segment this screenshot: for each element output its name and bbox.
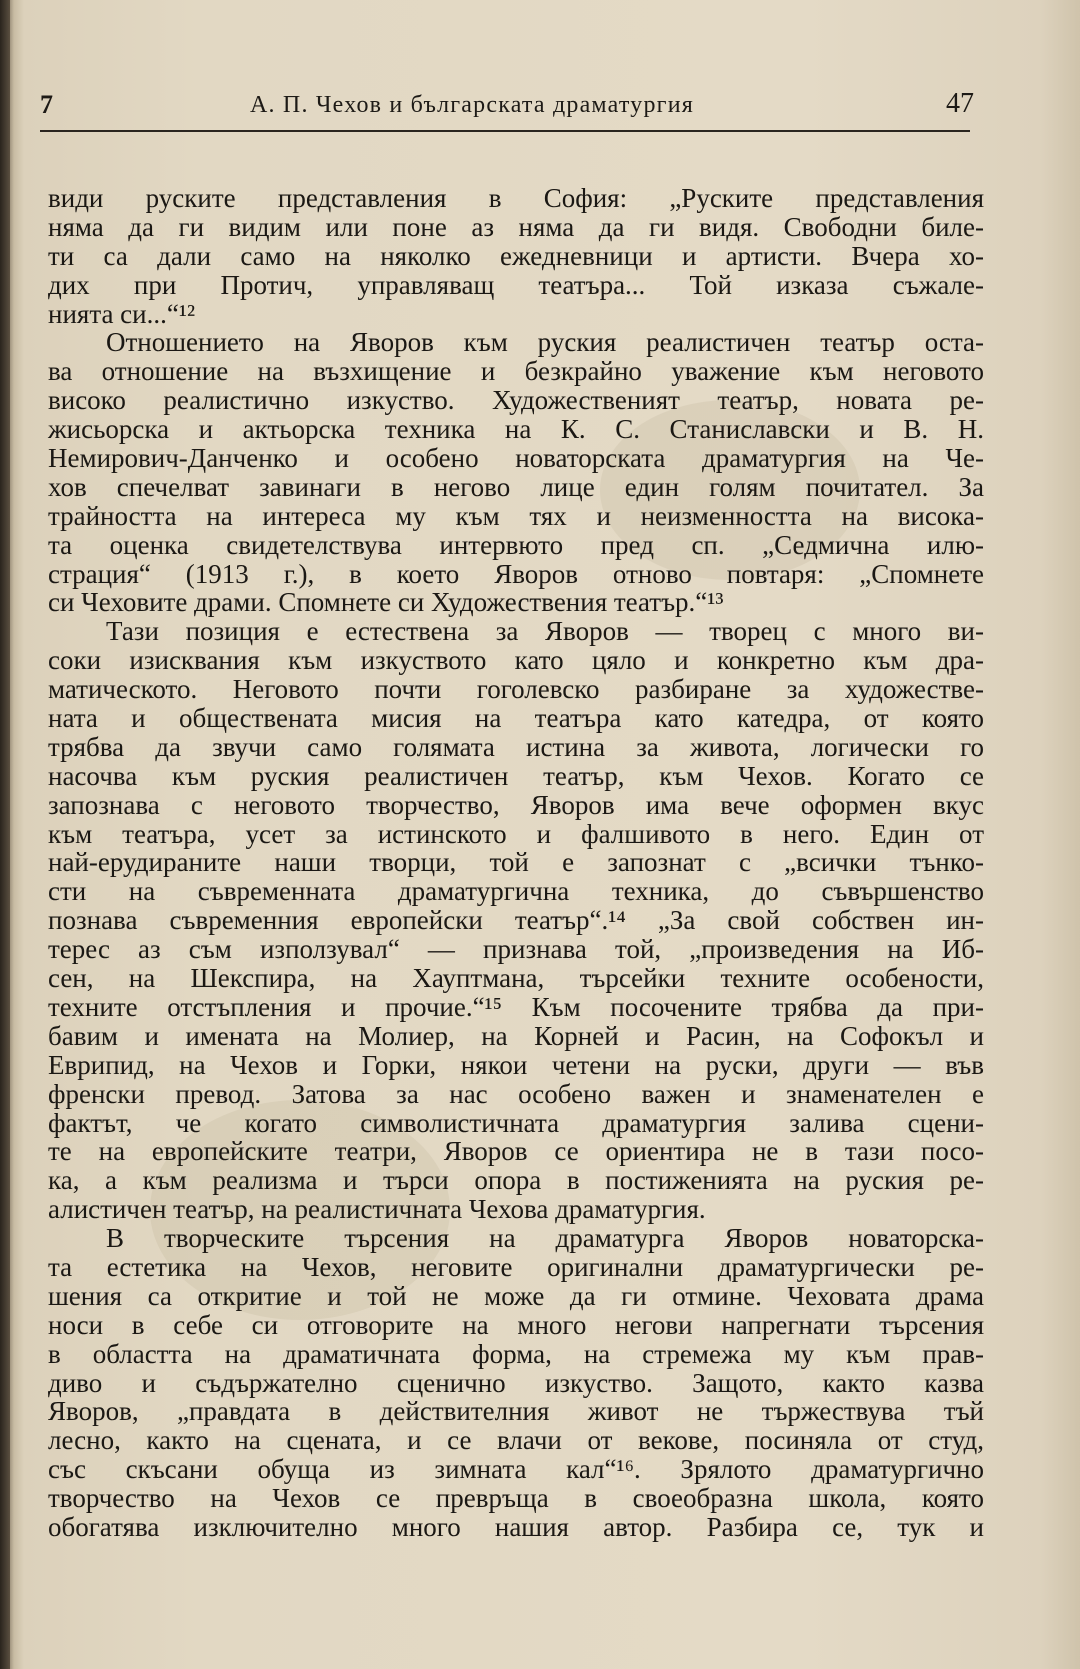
text-line: шения са откритие и той не може да ги отмине. Чеховата драма: [48, 1280, 984, 1311]
running-header: [40, 86, 980, 126]
text-line: матическото. Неговото почти гоголевско разбиране за художестве-: [48, 674, 984, 705]
text-line: та естетика на Чехов, неговите оригинални драматургически ре-: [48, 1251, 984, 1282]
text-line: техните отстъпления и прочие.“¹⁵ Към посочените трябва да при-: [48, 991, 984, 1022]
text-line: ва отношение на възхищение и безкрайно уважение към неговото: [48, 356, 984, 387]
header-rule: [40, 130, 970, 132]
header-mark: 7: [40, 90, 53, 119]
text-line: насочва към руския реалистичен театър, към Чехов. Когато се: [48, 760, 984, 791]
text-line: няма да ги видим или поне аз няма да ги видя. Свободни биле-: [48, 211, 984, 242]
text-line: със скъсани обуща из зимната кал“¹⁶. Зрялото драматургично: [48, 1454, 984, 1485]
text-line: френски превод. Затова за нас особено важен и знаменателен е: [48, 1078, 984, 1109]
text-line: хов спечелват завинаги в негово лице един голям почитател. За: [48, 471, 984, 502]
text-line: си Чеховите драми. Спомнете си Художествения театър.“¹³: [48, 587, 724, 618]
text-line: обогатява изключително много нашия автор. Разбира се, тук и: [48, 1511, 984, 1542]
text-line: Тази позиция е естествена за Яворов — творец с много ви-: [106, 616, 984, 647]
page-number: 47: [946, 88, 974, 119]
text-line: терес аз съм използувал“ — признава той, „произведения на Иб-: [48, 934, 984, 965]
text-line: към театъра, усет за истинското и фалшивото в него. Един от: [48, 818, 984, 849]
text-line: познава съвременния европейски театър“.¹⁴ „За свой собствен ин-: [48, 905, 984, 936]
text-line: ната и обществената мисия на театъра като катедра, от която: [48, 703, 984, 734]
text-line: трябва да звучи само голямата истина за живота, логически го: [48, 731, 984, 762]
text-line: запознава с неговото творчество, Яворов има вече оформен вкус: [48, 789, 984, 820]
text-line: високо реалистично изкуство. Художественият театър, новата ре-: [48, 385, 984, 416]
text-line: нията си...“¹²: [48, 298, 196, 329]
text-line: фактът, че когато символистичната драматургия залива сцени-: [48, 1107, 984, 1138]
text-line: ка, а към реализма и търси опора в постиженията на руския ре-: [48, 1165, 984, 1196]
text-line: лесно, както на сцената, и се влачи от векове, посиняла от студ,: [48, 1425, 984, 1456]
text-line: те на европейските театри, Яворов се ориентира не в тази посо-: [48, 1136, 984, 1167]
text-line: Еврипид, на Чехов и Горки, някои четени на руски, други — във: [48, 1049, 984, 1080]
text-line: жисьорска и актьорска техника на К. С. Станиславски и В. Н.: [48, 414, 984, 445]
text-line: сти на съвременната драматургична техника, до съвършенство: [48, 876, 984, 907]
text-line: носи в себе си отговорите на много негови напрегнати търсения: [48, 1309, 984, 1340]
text-line: бавим и имената на Молиер, на Корней и Расин, на Софокъл и: [48, 1020, 984, 1051]
text-line: страция“ (1913 г.), в което Яворов отново повтаря: „Спомнете: [48, 558, 984, 589]
body-text: [48, 184, 984, 1542]
text-line: та оценка свидетелствува интервюто пред сп. „Седмична илю-: [48, 529, 984, 560]
text-line: сен, на Шекспира, на Хауптмана, търсейки техните особености,: [48, 963, 984, 994]
text-line: трайността на интереса му към тях и неизменността на висока-: [48, 500, 984, 531]
text-line: Отношението на Яворов към руския реалистичен театър оста-: [106, 327, 984, 358]
text-line: Яворов, „правдата в действителния живот не тържествува тъй: [48, 1396, 984, 1427]
text-line: творчество на Чехов се превръща в своеобразна школа, която: [48, 1483, 984, 1514]
text-line: алистичен театър, на реалистичната Чехова драматургия.: [48, 1194, 706, 1225]
text-line: в областта на драматичната форма, на стремежа му към прав-: [48, 1338, 984, 1369]
page-spine-shadow: [0, 0, 10, 1669]
text-line: дих при Протич, управляващ театъра... Той изказа съжале-: [48, 269, 984, 300]
text-line: Немирович-Данченко и особено новаторската драматургия на Че-: [48, 443, 984, 474]
text-line: соки изисквания към изкуството като цяло и конкретно към дра-: [48, 645, 984, 676]
text-line: най-ерудираните наши творци, той е запознат с „всички тънко-: [48, 847, 984, 878]
running-title: А. П. Чехов и българската драматургия: [250, 92, 694, 118]
text-line: ти са дали само на няколко ежедневници и артисти. Вчера хо-: [48, 240, 984, 271]
text-line: В творческите търсения на драматурга Яворов новаторска-: [106, 1223, 984, 1254]
text-line: види руските представления в София: „Руските представления: [48, 183, 984, 213]
text-line: диво и съдържателно сценично изкуство. Защото, както казва: [48, 1367, 984, 1398]
